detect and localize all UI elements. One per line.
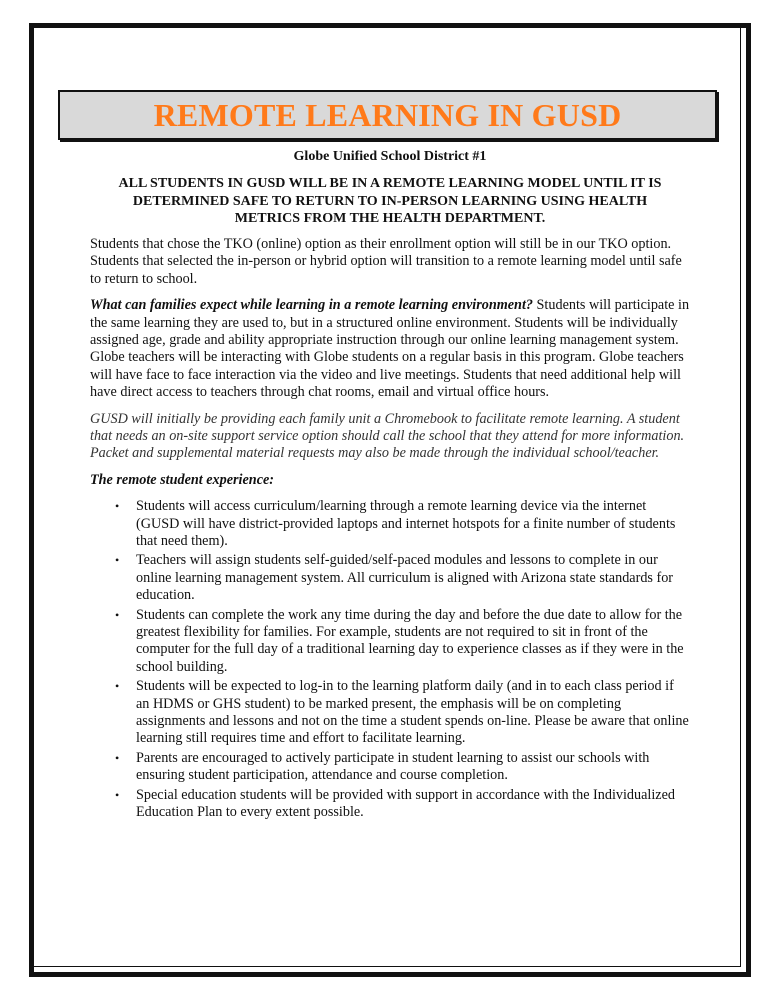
list-item <box>90 678 690 748</box>
title-banner <box>58 90 717 140</box>
list-item-text: Students can complete the work any time during the day and before the due date to allow for the greatest flexibility for families. For example, students are not required to sit in front of the computer for the full day of a traditional learning day to experience classes as if they were in the school building. <box>136 606 684 675</box>
expectations-answer: Students will participate in the same learning they are used to, but in a structured online environment. Students will be individually assigned age, grade and ability appropriate instruction through our online learning management system. Globe teachers will be interacting with Globe students on a regular basis in this program. Globe teachers will have face to face interaction via the video and live meetings. Students that need additional help will have direct access to teachers through chat rooms, email and virtual office hours. <box>90 297 690 401</box>
list-item-text: Special education students will be provided with support in accordance with the Individualized Education Plan to every extent possible. <box>136 786 675 821</box>
bullet-icon: • <box>115 750 120 765</box>
list-item-text: Students will be expected to log-in to the learning platform daily (and in to each class period if an HDMS or GHS student) to be marked present, the emphasis will be on completing assignments and lessons and not on the time a student spends on-line. Please be aware that online learning still requires time and effort to facilitate learning. <box>136 678 689 747</box>
list-item <box>90 607 690 677</box>
expectations-question: What can families expect while learning in a remote learning environment? <box>90 297 533 314</box>
district-name: Globe Unified School District #1 <box>293 149 487 164</box>
bullet-icon: • <box>115 679 120 694</box>
bullet-icon: • <box>115 787 120 802</box>
list-item <box>90 552 690 604</box>
experience-list <box>90 498 690 821</box>
list-item <box>90 787 690 822</box>
chromebook-paragraph: GUSD will initially be providing each family unit a Chromebook to facilitate remote learning. A student that needs an on-site support service option should call the school that they attend for more information. Packet and supplemental material requests may also be made through the individual school/teacher. <box>90 410 685 462</box>
list-item-text: Parents are encouraged to actively participate in student learning to assist our schools with ensuring student participation, attendance and course completion. <box>136 749 650 784</box>
document-body <box>90 148 690 824</box>
bullet-icon: • <box>115 607 120 622</box>
expectations-paragraph <box>90 297 690 401</box>
page-title: REMOTE LEARNING IN GUSD <box>153 96 622 133</box>
list-item <box>90 498 690 550</box>
announcement-headline: ALL STUDENTS IN GUSD WILL BE IN A REMOTE LEARNING MODEL UNTIL IT IS DETERMINED SAFE TO RETURN TO IN-PERSON LEARNING USING HEALTH METRICS FROM THE HEALTH DEPARTMENT. <box>118 176 662 227</box>
bullet-icon: • <box>115 499 120 514</box>
bullet-icon: • <box>115 553 120 568</box>
list-item-text: Teachers will assign students self-guided/self-paced modules and lessons to complete in our online learning management system. All curriculum is aligned with Arizona state standards for education. <box>136 552 674 604</box>
list-item <box>90 750 690 785</box>
tko-paragraph: Students that chose the TKO (online) option as their enrollment option will still be in our TKO option. Students that selected the in-person or hybrid option will transition to a remote learning model until safe to return to school. <box>90 235 682 287</box>
experience-heading: The remote student experience: <box>90 471 275 488</box>
list-item-text: Students will access curriculum/learning through a remote learning device via the internet (GUSD will have district-provided laptops and internet hotspots for a finite number of students that need them). <box>136 498 676 549</box>
